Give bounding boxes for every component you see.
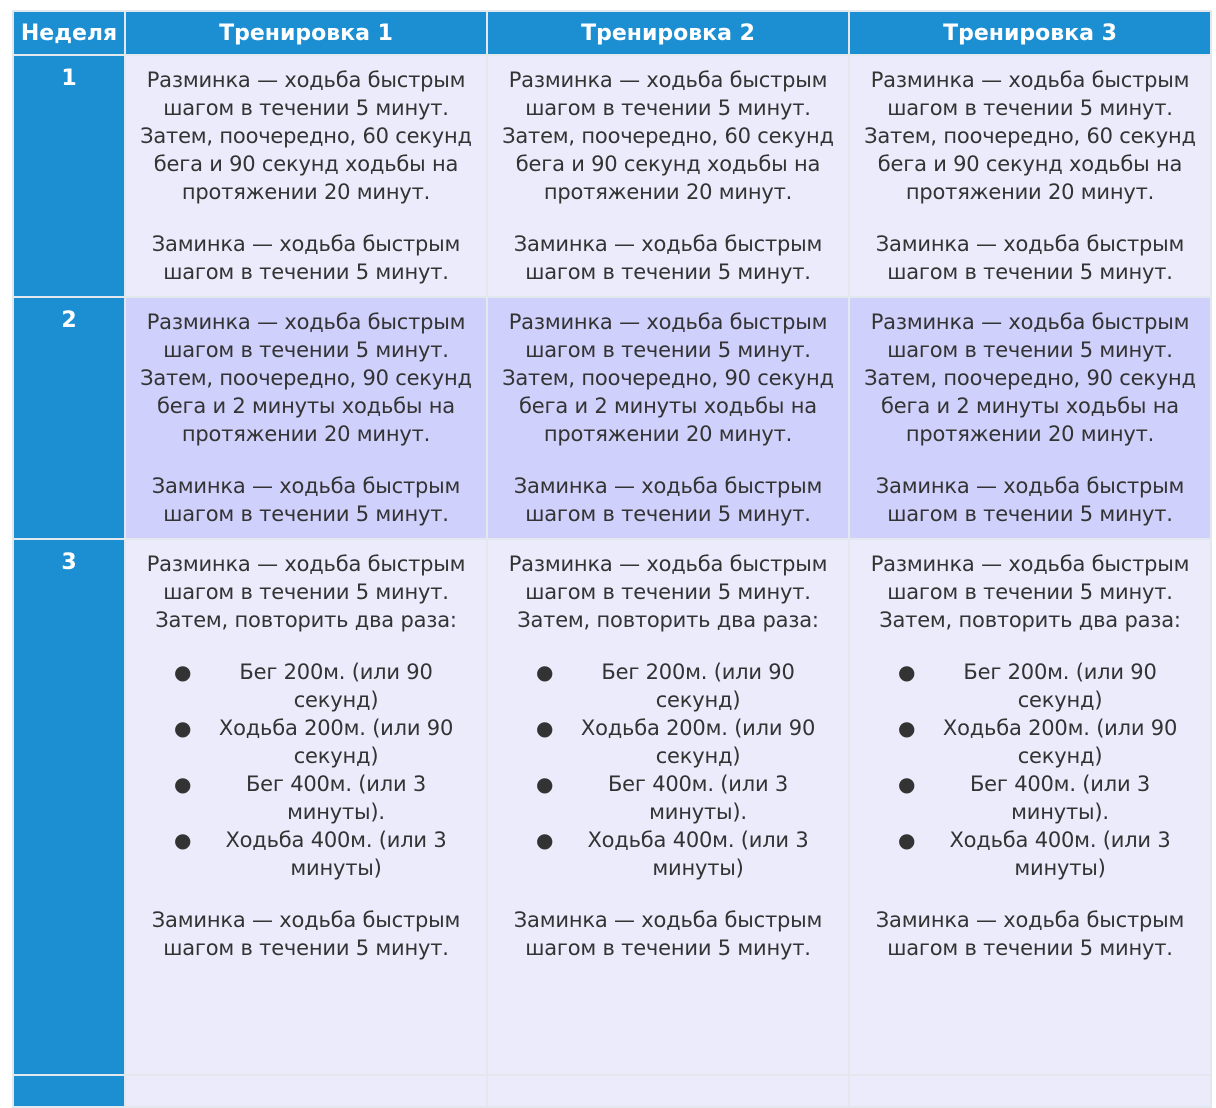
- main-text: Затем, поочередно, 90 секунд бега и 2 минуты ходьбы на протяжении 20 минут.: [140, 366, 472, 446]
- table-row-week-1: [13, 55, 1211, 297]
- main-text: Затем, повторить два раза:: [155, 608, 457, 632]
- table-row-week-4: [13, 1075, 1211, 1107]
- bullet-icon: ●: [536, 716, 554, 740]
- workout-cell: [125, 297, 487, 539]
- training-plan-table: [12, 10, 1212, 1108]
- interval-list: [138, 658, 474, 882]
- cooldown-text: Заминка — ходьба быстрым шагом в течении 5 минут.: [151, 232, 461, 284]
- list-item-text: Бег 400м. (или 3 минуты).: [607, 772, 789, 824]
- cooldown-text: Заминка — ходьба быстрым шагом в течении 5 минут.: [151, 908, 461, 960]
- table-row-week-3: [13, 539, 1211, 1075]
- list-item-text: Бег 200м. (или 90 секунд): [601, 660, 795, 712]
- week-number: 3: [13, 539, 125, 1075]
- list-item: [138, 658, 474, 714]
- workout-cell: [849, 55, 1211, 297]
- week-number: [13, 1075, 125, 1107]
- bullet-icon: ●: [174, 660, 192, 684]
- list-item-text: Бег 200м. (или 90 секунд): [239, 660, 433, 712]
- main-text: Затем, поочередно, 90 секунд бега и 2 минуты ходьбы на протяжении 20 минут.: [864, 366, 1196, 446]
- workout-cell: [487, 1075, 849, 1107]
- workout-cell: [125, 55, 487, 297]
- week-number: 2: [13, 297, 125, 539]
- workout-cell: [487, 539, 849, 1075]
- cooldown-text: Заминка — ходьба быстрым шагом в течении 5 минут.: [513, 908, 823, 960]
- workout-cell: [849, 297, 1211, 539]
- list-item-text: Бег 200м. (или 90 секунд): [963, 660, 1157, 712]
- interval-list: [500, 658, 836, 882]
- header-workout-1: Тренировка 1: [125, 11, 487, 55]
- bullet-icon: ●: [898, 828, 916, 852]
- warmup-text: Разминка — ходьба быстрым шагом в течении 5 минут.: [146, 552, 466, 604]
- bullet-icon: ●: [898, 772, 916, 796]
- list-item-text: Ходьба 200м. (или 90 секунд): [942, 716, 1178, 768]
- warmup-text: Разминка — ходьба быстрым шагом в течении 5 минут.: [146, 310, 466, 362]
- main-text: Затем, поочередно, 90 секунд бега и 2 минуты ходьбы на протяжении 20 минут.: [502, 366, 834, 446]
- bullet-icon: ●: [536, 772, 554, 796]
- list-item: [862, 658, 1198, 714]
- list-item-text: Бег 400м. (или 3 минуты).: [969, 772, 1151, 824]
- main-text: Затем, поочередно, 60 секунд бега и 90 секунд ходьбы на протяжении 20 минут.: [140, 124, 472, 204]
- bullet-icon: ●: [174, 716, 192, 740]
- warmup-text: Разминка — ходьба быстрым шагом в течении 5 минут.: [870, 552, 1190, 604]
- workout-cell: [487, 297, 849, 539]
- list-item-text: Ходьба 200м. (или 90 секунд): [218, 716, 454, 768]
- main-text: Затем, поочередно, 60 секунд бега и 90 секунд ходьбы на протяжении 20 минут.: [502, 124, 834, 204]
- list-item-text: Ходьба 400м. (или 3 минуты): [587, 828, 809, 880]
- list-item: [138, 826, 474, 882]
- bullet-icon: ●: [898, 660, 916, 684]
- list-item: [500, 714, 836, 770]
- warmup-text: Разминка — ходьба быстрым шагом в течении 5 минут.: [870, 310, 1190, 362]
- table-header-row: [13, 11, 1211, 55]
- bullet-icon: ●: [174, 828, 192, 852]
- bullet-icon: ●: [174, 772, 192, 796]
- bullet-icon: ●: [536, 660, 554, 684]
- list-item: [862, 714, 1198, 770]
- interval-list: [862, 658, 1198, 882]
- cooldown-text: Заминка — ходьба быстрым шагом в течении 5 минут.: [875, 474, 1185, 526]
- warmup-text: Разминка — ходьба быстрым шагом в течении 5 минут.: [508, 552, 828, 604]
- warmup-text: Разминка — ходьба быстрым шагом в течении 5 минут.: [508, 310, 828, 362]
- workout-cell: [849, 1075, 1211, 1107]
- list-item: [500, 658, 836, 714]
- list-item-text: Ходьба 400м. (или 3 минуты): [225, 828, 447, 880]
- week-number: 1: [13, 55, 125, 297]
- warmup-text: Разминка — ходьба быстрым шагом в течении 5 минут.: [508, 68, 828, 120]
- list-item: [138, 770, 474, 826]
- list-item-text: Ходьба 400м. (или 3 минуты): [949, 828, 1171, 880]
- workout-cell: [849, 539, 1211, 1075]
- main-text: Затем, повторить два раза:: [517, 608, 819, 632]
- list-item: [862, 770, 1198, 826]
- workout-cell: [125, 539, 487, 1075]
- cooldown-text: Заминка — ходьба быстрым шагом в течении 5 минут.: [513, 232, 823, 284]
- bullet-icon: ●: [536, 828, 554, 852]
- warmup-text: Разминка — ходьба быстрым шагом в течении 5 минут.: [146, 68, 466, 120]
- header-week: Неделя: [13, 11, 125, 55]
- training-plan-table-container: [12, 10, 1210, 1108]
- header-workout-2: Тренировка 2: [487, 11, 849, 55]
- cooldown-text: Заминка — ходьба быстрым шагом в течении 5 минут.: [151, 474, 461, 526]
- main-text: Затем, поочередно, 60 секунд бега и 90 секунд ходьбы на протяжении 20 минут.: [864, 124, 1196, 204]
- cooldown-text: Заминка — ходьба быстрым шагом в течении 5 минут.: [875, 232, 1185, 284]
- list-item: [862, 826, 1198, 882]
- warmup-text: Разминка — ходьба быстрым шагом в течении 5 минут.: [870, 68, 1190, 120]
- list-item-text: Бег 400м. (или 3 минуты).: [245, 772, 427, 824]
- workout-cell: [125, 1075, 487, 1107]
- workout-cell: [487, 55, 849, 297]
- cooldown-text: Заминка — ходьба быстрым шагом в течении 5 минут.: [513, 474, 823, 526]
- list-item-text: Ходьба 200м. (или 90 секунд): [580, 716, 816, 768]
- main-text: Затем, повторить два раза:: [879, 608, 1181, 632]
- list-item: [500, 770, 836, 826]
- table-row-week-2: [13, 297, 1211, 539]
- header-workout-3: Тренировка 3: [849, 11, 1211, 55]
- list-item: [138, 714, 474, 770]
- bullet-icon: ●: [898, 716, 916, 740]
- list-item: [500, 826, 836, 882]
- cooldown-text: Заминка — ходьба быстрым шагом в течении 5 минут.: [875, 908, 1185, 960]
